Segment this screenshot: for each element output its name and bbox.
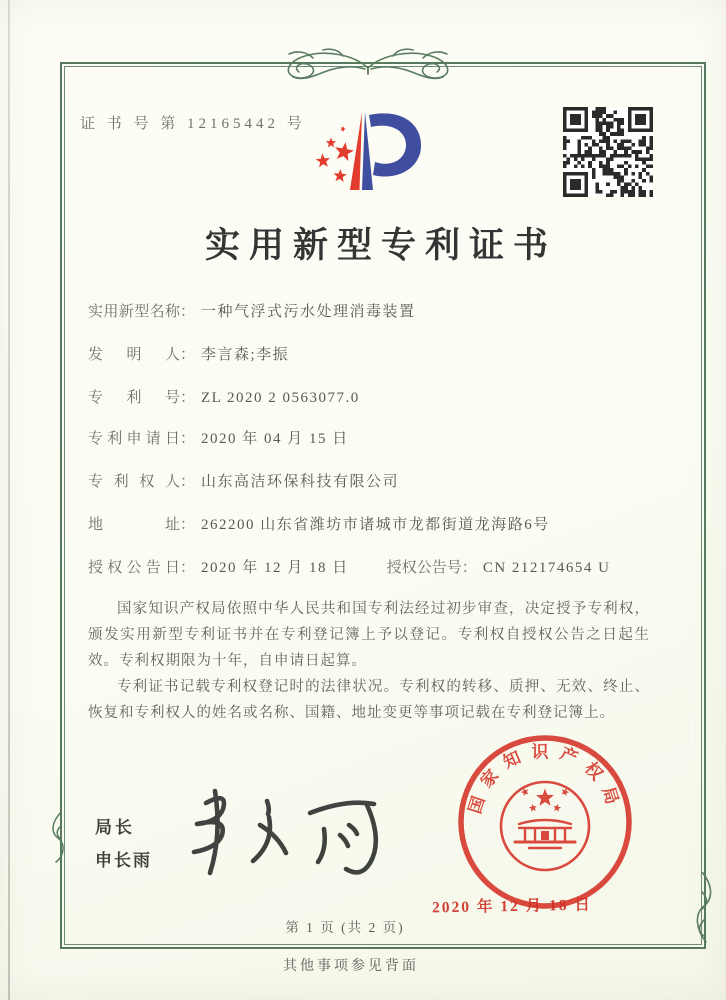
qr-code	[563, 107, 653, 197]
border-flourish-ornament	[253, 38, 483, 88]
director-signature	[170, 783, 410, 887]
legal-text	[88, 596, 650, 726]
seal-national-emblem	[501, 782, 589, 870]
logo-stars	[316, 126, 354, 182]
reverse-side-note: 其他事项参见背面	[283, 959, 419, 974]
field-label: 发明人	[88, 347, 180, 363]
field-value: 2020 年 12 月 18 日	[201, 560, 349, 576]
field-value: 山东高洁环保科技有限公司	[201, 474, 400, 490]
field-row-address: 地址： 262200 山东省潍坊市诸城市龙都街道龙海路6号	[88, 513, 550, 534]
seal-date: 2020 年 12 月 18 日	[431, 896, 593, 917]
field-row-grant-publication: 授权公告日： 2020 年 12 月 18 日 授权公告号： CN 212174654 U	[88, 556, 610, 577]
field-row-filing-date: 专利申请日： 2020 年 04 月 15 日	[88, 427, 349, 448]
field-row-inventors: 发明人： 李言森;李振	[88, 343, 289, 364]
director-name: 申长雨	[95, 851, 152, 870]
certificate-title: 实用新型专利证书	[204, 226, 557, 265]
field-row-patentee: 专利权人： 山东高洁环保科技有限公司	[88, 470, 399, 491]
legal-paragraph-2: 专利证书记载专利权登记时的法律状况。专利权的转移、质押、无效、终止、恢复和专利权人的姓名或名称、国籍、地址变更等事项记载在专利登记簿上。	[88, 679, 650, 721]
svg-text:国家知识产权局	[465, 742, 625, 816]
field-label: 地址	[88, 517, 180, 533]
field-label: 实用新型名称	[88, 304, 180, 320]
field-value: 262200 山东省潍坊市诸城市龙都街道龙海路6号	[201, 517, 550, 533]
legal-paragraph-1: 国家知识产权局依照中华人民共和国专利法经过初步审查，决定授予专利权，颁发实用新型专利证书并在专利登记簿上予以登记。专利权自授权公告之日起生效。专利权期限为十年，自申请日起算。	[88, 601, 650, 669]
border-side-ornament-left	[48, 812, 74, 864]
field-value: 2020 年 04 月 15 日	[201, 431, 349, 447]
field-value: CN 212174654 U	[482, 560, 611, 576]
director-title: 局长	[95, 818, 135, 837]
cnipa-official-seal	[455, 732, 635, 912]
field-label: 专利号	[88, 390, 180, 406]
field-label: 授权公告号： CN 212174654 U	[386, 560, 611, 576]
logo-p-bowl	[369, 113, 421, 176]
field-value: 李言森;李振	[201, 347, 290, 363]
field-value: 一种气浮式污水处理消毒装置	[201, 304, 416, 320]
page-number: 第 1 页 (共 2 页)	[285, 920, 405, 935]
cnipa-logo	[293, 98, 443, 208]
field-value: ZL 2020 2 0563077.0	[201, 390, 360, 406]
field-row-patent-number: 专利号： ZL 2020 2 0563077.0	[88, 386, 360, 407]
scan-page-edge	[8, 0, 10, 1000]
seal-ring-text: 国家知识产权局	[465, 742, 625, 817]
field-label: 专利申请日	[88, 431, 180, 447]
certificate-number: 证 书 号 第 12165442 号	[80, 116, 306, 132]
border-side-ornament-right	[688, 872, 718, 944]
field-label: 授权公告日	[88, 560, 180, 576]
field-label: 专利权人	[88, 474, 180, 490]
field-row-utility-model-name: 实用新型名称： 一种气浮式污水处理消毒装置	[88, 300, 416, 321]
